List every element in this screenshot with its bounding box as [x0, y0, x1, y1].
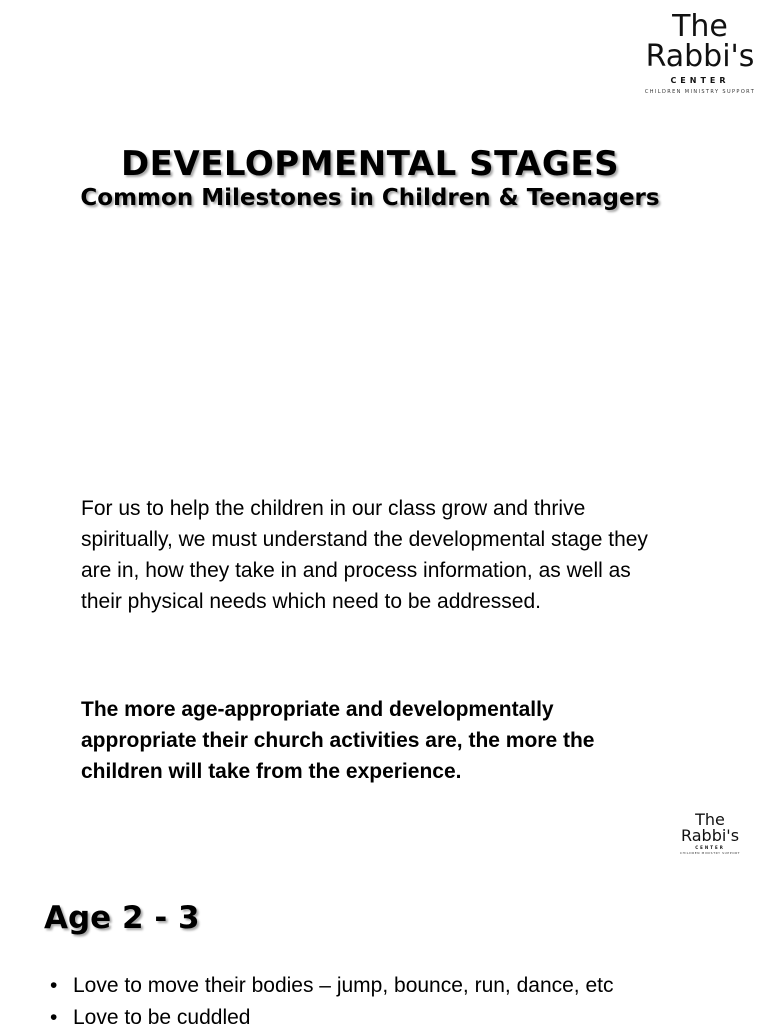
milestone-list [48, 970, 748, 1034]
list-item [48, 1002, 748, 1034]
logo-tagline: CHILDREN MINISTRY SUPPORT [644, 89, 756, 95]
emphasis-paragraph: The more age-appropriate and developmentally appropriate their church activities are, the more the children will take from the experience. [81, 698, 595, 783]
section-heading: Age 2 - 3 [44, 900, 200, 936]
page-subtitle: Common Milestones in Children & Teenagers [80, 185, 660, 211]
list-item-text: Love to move their bodies – jump, bounce, run, dance, etc [73, 974, 614, 997]
logo-tagline: CHILDREN MINISTRY SUPPORT [679, 851, 741, 855]
logo-word-the: The [672, 9, 728, 44]
logo-word-rabbis: Rabbi's [645, 39, 755, 74]
logo-word-the: The [695, 810, 725, 829]
logo-word-rabbis: Rabbi's [680, 826, 740, 845]
page-title: DEVELOPMENTAL STAGES [120, 144, 620, 184]
list-item [48, 970, 748, 1002]
page-header [80, 145, 660, 213]
bullet-icon: • [50, 974, 58, 997]
list-item-text: Love to be cuddled [73, 1006, 251, 1029]
logo-word-center: CENTER [670, 76, 730, 85]
bullet-icon: • [50, 1006, 58, 1029]
rabbis-center-logo-small [668, 812, 752, 855]
logo-word-center: CENTER [695, 845, 725, 850]
rabbis-center-logo [640, 9, 760, 95]
intro-paragraph: For us to help the children in our class grow and thrive spiritually, we must understand the developmental stage they are in, how they take in and process information, as well as their physical needs which need to be addressed. [81, 497, 648, 613]
